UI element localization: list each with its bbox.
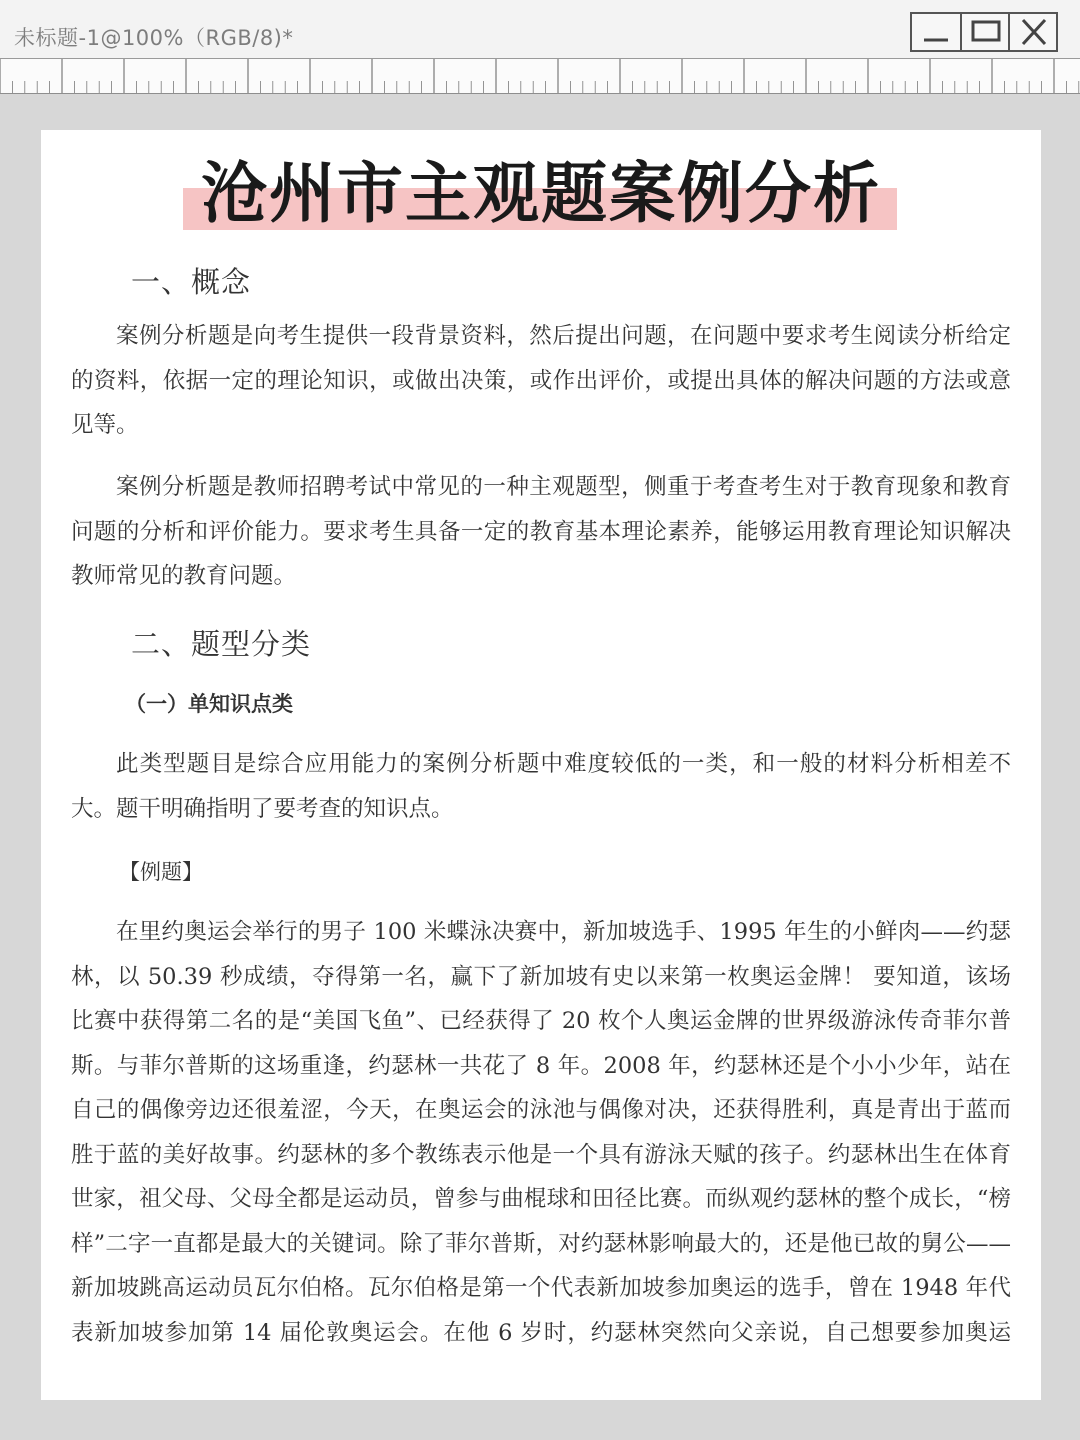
window-title: 未标题-1@100%（RGB/8)*: [14, 26, 294, 50]
window-titlebar: [0, 0, 1080, 59]
horizontal-ruler[interactable]: [0, 59, 1080, 94]
minimize-button[interactable]: [912, 14, 960, 50]
example-label: 【例题】: [119, 860, 203, 884]
minimize-icon: [912, 14, 960, 50]
single-knowledge-heading: （一）单知识点类: [125, 691, 293, 716]
example-paragraph: 在里约奥运会举行的男子 100 米蝶泳决赛中，新加坡选手、1995 年生的小鲜肉——约瑟林，以 50.39 秒成绩，夺得第一名，赢下了新加坡有史以来第一枚奥运金牌！ 要知道，该场比赛中获得第二名的是“美国飞鱼”、已经获得了 20 枚个人奥运金牌的世界级游泳传奇菲尔普斯。与菲尔普斯的这场重逢，约瑟林一共花了 8 年。2008 年，约瑟林还是个小小少年，站在自己的偶像旁边还很羞涩，今天，在奥运会的泳池与偶像对决，还获得胜利，真是青出于蓝而胜于蓝的美好故事。约瑟林的多个教练表示他是一个具有游泳天赋的孩子。约瑟林出生在体育世家，祖父母、父母全都是运动员，曾参与曲棍球和田径比赛。而纵观约瑟林的整个成长，“榜样”二字一直都是最大的关键词。除了菲尔普斯，对约瑟林影响最大的，还是他已故的舅公——新加坡跳高运动员瓦尔伯格。瓦尔伯格是第一个代表新加坡参加奥运的选手，曾在 1948 年代表新加坡参加第 14 届伦敦奥运会。在他 6 岁时，约瑟林突然向父亲说，自己想要参加奥运: [71, 919, 1011, 1346]
single-knowledge-paragraph: 此类型题目是综合应用能力的案例分析题中难度较低的一类，和一般的材料分析相差不大。题干明确指明了要考查的知识点。: [71, 751, 1011, 822]
ruler-ticks: [0, 59, 1080, 93]
title-wrapper: [41, 148, 1041, 238]
close-icon: [1010, 14, 1058, 50]
concept-paragraph-1: 案例分析题是向考生提供一段背景资料，然后提出问题，在问题中要求考生阅读分析给定的资料，依据一定的理论知识，或做出决策，或作出评价，或提出具体的解决问题的方法或意见等。: [71, 323, 1011, 438]
types-heading: 二、题型分类: [131, 627, 312, 661]
page-bottom-margin: [41, 1362, 1041, 1400]
concept-heading: 一、概念: [131, 265, 252, 299]
window-controls: [910, 12, 1058, 52]
maximize-button[interactable]: [960, 14, 1008, 50]
concept-paragraph-2: 案例分析题是教师招聘考试中常见的一种主观题型，侧重于考查考生对于教育现象和教育问题的分析和评价能力。要求考生具备一定的教育基本理论素养，能够运用教育理论知识解决教师常见的教育问题。: [71, 474, 1011, 589]
maximize-icon: [962, 14, 1010, 50]
document-page[interactable]: [41, 130, 1041, 1400]
close-button[interactable]: [1008, 14, 1056, 50]
document-title: 沧州市主观题案例分析: [201, 154, 881, 232]
